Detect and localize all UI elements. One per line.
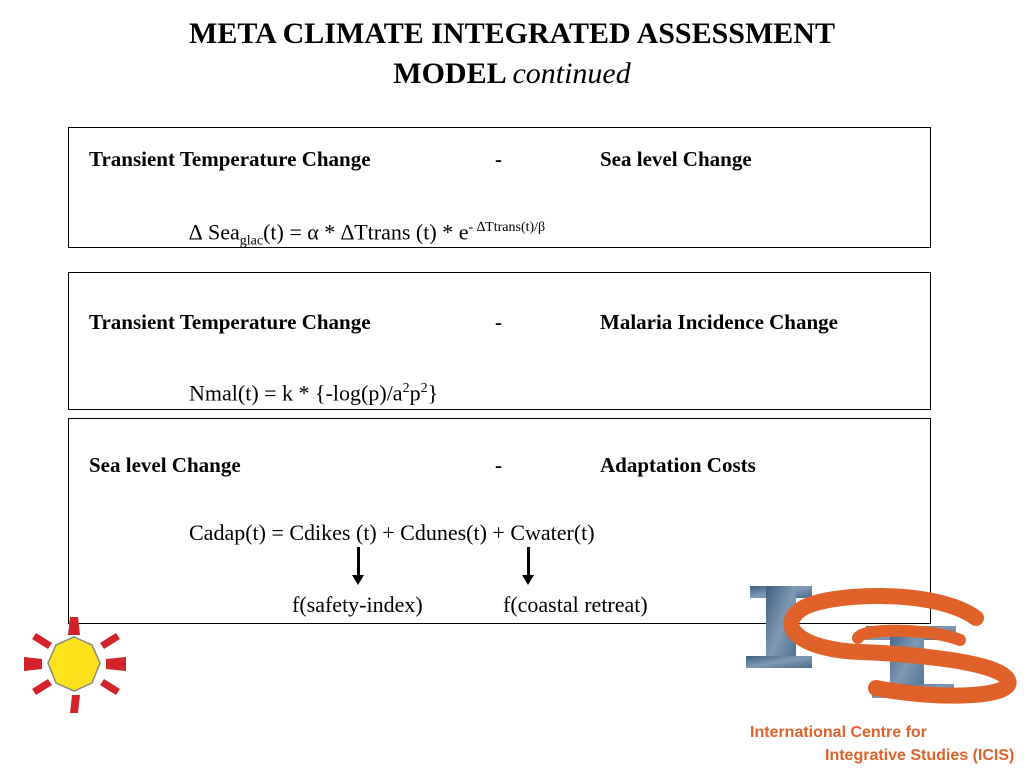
arrow-down-2	[527, 547, 530, 577]
formula-exponent: - ∆Ttrans(t)/β	[468, 220, 546, 235]
title-line-2	[0, 54, 1024, 94]
formula-part-a: Nmal(t) = k * {-log(p)/a	[189, 380, 403, 406]
formula-subscript: glac	[239, 233, 264, 249]
formula-middle: (t) = α * ∆Ttrans (t) * e	[263, 219, 469, 245]
sun-icon	[22, 615, 132, 715]
icis-logo-icon	[740, 580, 1024, 705]
box-2-dash: -	[495, 310, 502, 334]
box-1-dash: -	[495, 147, 502, 171]
box-3-left-label: Sea level Change	[89, 453, 241, 477]
arrow-down-1	[357, 547, 360, 577]
icis-name-line-1: International Centre for	[750, 724, 927, 741]
f-safety-index: f(safety-index)	[292, 592, 423, 617]
title-model: MODEL	[393, 57, 505, 90]
box-2-right-label: Malaria Incidence Change	[600, 310, 838, 334]
title-line-1: META CLIMATE INTEGRATED ASSESSMENT	[189, 17, 835, 50]
delta-symbol: ∆	[189, 219, 203, 245]
formula-sup-2: 2	[420, 381, 428, 396]
formula-part-b: p	[409, 380, 421, 406]
slide-title	[0, 14, 1024, 94]
f-coastal-retreat: f(coastal retreat)	[503, 592, 648, 617]
box-3-dash: -	[495, 453, 502, 477]
box-3-formula: Cadap(t) = Cdikes (t) + Cdunes(t) + Cwater(t)	[189, 520, 595, 545]
formula-sea: Sea	[207, 219, 240, 245]
formula-part-c: }	[427, 380, 439, 406]
box-sea-level	[68, 127, 931, 248]
box-2-left-label: Transient Temperature Change	[89, 310, 371, 334]
box-2-formula	[189, 375, 438, 407]
box-1-formula	[189, 214, 545, 256]
box-1-right-label: Sea level Change	[600, 147, 752, 171]
box-malaria	[68, 272, 931, 410]
box-3-right-label: Adaptation Costs	[600, 453, 756, 477]
icis-name-line-2: Integrative Studies (ICIS)	[825, 747, 1015, 764]
title-continued: continued	[512, 57, 631, 90]
box-1-left-label: Transient Temperature Change	[89, 147, 371, 171]
formula-sup-1: 2	[402, 381, 410, 396]
